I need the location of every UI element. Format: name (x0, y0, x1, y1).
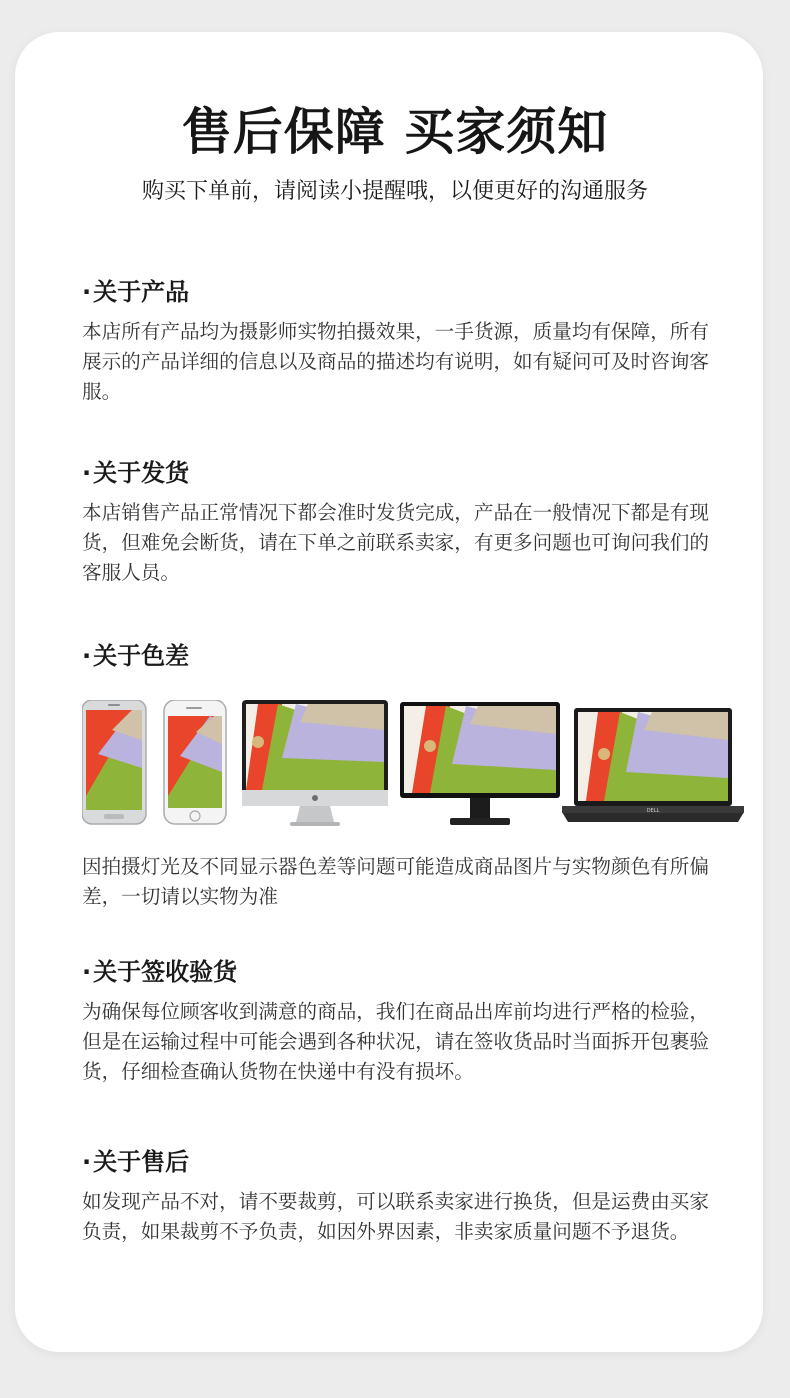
page-title: 售后保障 买家须知 (181, 103, 609, 161)
bullet-dot: · (82, 642, 92, 670)
section-shipping (82, 458, 722, 588)
section-title: 关于产品 (93, 278, 190, 306)
section-heading (82, 957, 722, 987)
section-product (82, 277, 722, 407)
imac-icon (242, 700, 388, 826)
section-inspection (82, 957, 722, 1087)
section-title: 关于签收验货 (93, 958, 238, 986)
bullet-dot: · (82, 278, 92, 306)
section-body: 本店销售产品正常情况下都会准时发货完成，产品在一般情况下都是有现货，但难免会断货，请在下单之前联系卖家，有更多问题也可询问我们的客服人员。 (82, 501, 709, 584)
iphone-icon (164, 700, 226, 824)
bullet-dot: · (82, 1148, 92, 1176)
section-heading (82, 1147, 722, 1177)
section-body: 因拍摄灯光及不同显示器色差等问题可能造成商品图片与实物颜色有所偏差，一切请以实物为准 (82, 855, 709, 908)
android-phone-icon (82, 700, 146, 824)
section-title: 关于色差 (93, 642, 190, 670)
section-body: 本店所有产品均为摄影师实物拍摄效果，一手货源，质量均有保障，所有展示的产品详细的信息以及商品的描述均有说明，如有疑问可及时咨询客服。 (82, 320, 709, 403)
section-body: 如发现产品不对，请不要裁剪，可以联系卖家进行换货，但是运费由买家负责，如果裁剪不予负责，如因外界因素，非卖家质量问题不予退货。 (82, 1190, 709, 1243)
page-subtitle: 购买下单前，请阅读小提醒哦，以便更好的沟通服务 (141, 179, 648, 204)
device-color-comparison-image (82, 700, 750, 830)
section-heading (82, 277, 722, 307)
dell-monitor-icon (400, 702, 560, 825)
section-after-sales (82, 1147, 722, 1247)
dell-laptop-icon (562, 708, 744, 822)
bullet-dot: · (82, 459, 92, 487)
laptop-brand-label: DELL (646, 808, 660, 814)
bullet-dot: · (82, 958, 92, 986)
section-heading (82, 458, 722, 488)
section-title: 关于售后 (93, 1148, 190, 1176)
section-heading (82, 641, 722, 671)
section-title: 关于发货 (93, 459, 190, 487)
section-body: 为确保每位顾客收到满意的商品，我们在商品出库前均进行严格的检验，但是在运输过程中可能会遇到各种状况，请在签收货品时当面拆开包裹验货，仔细检查确认货物在快递中有没有损坏。 (82, 1000, 709, 1083)
